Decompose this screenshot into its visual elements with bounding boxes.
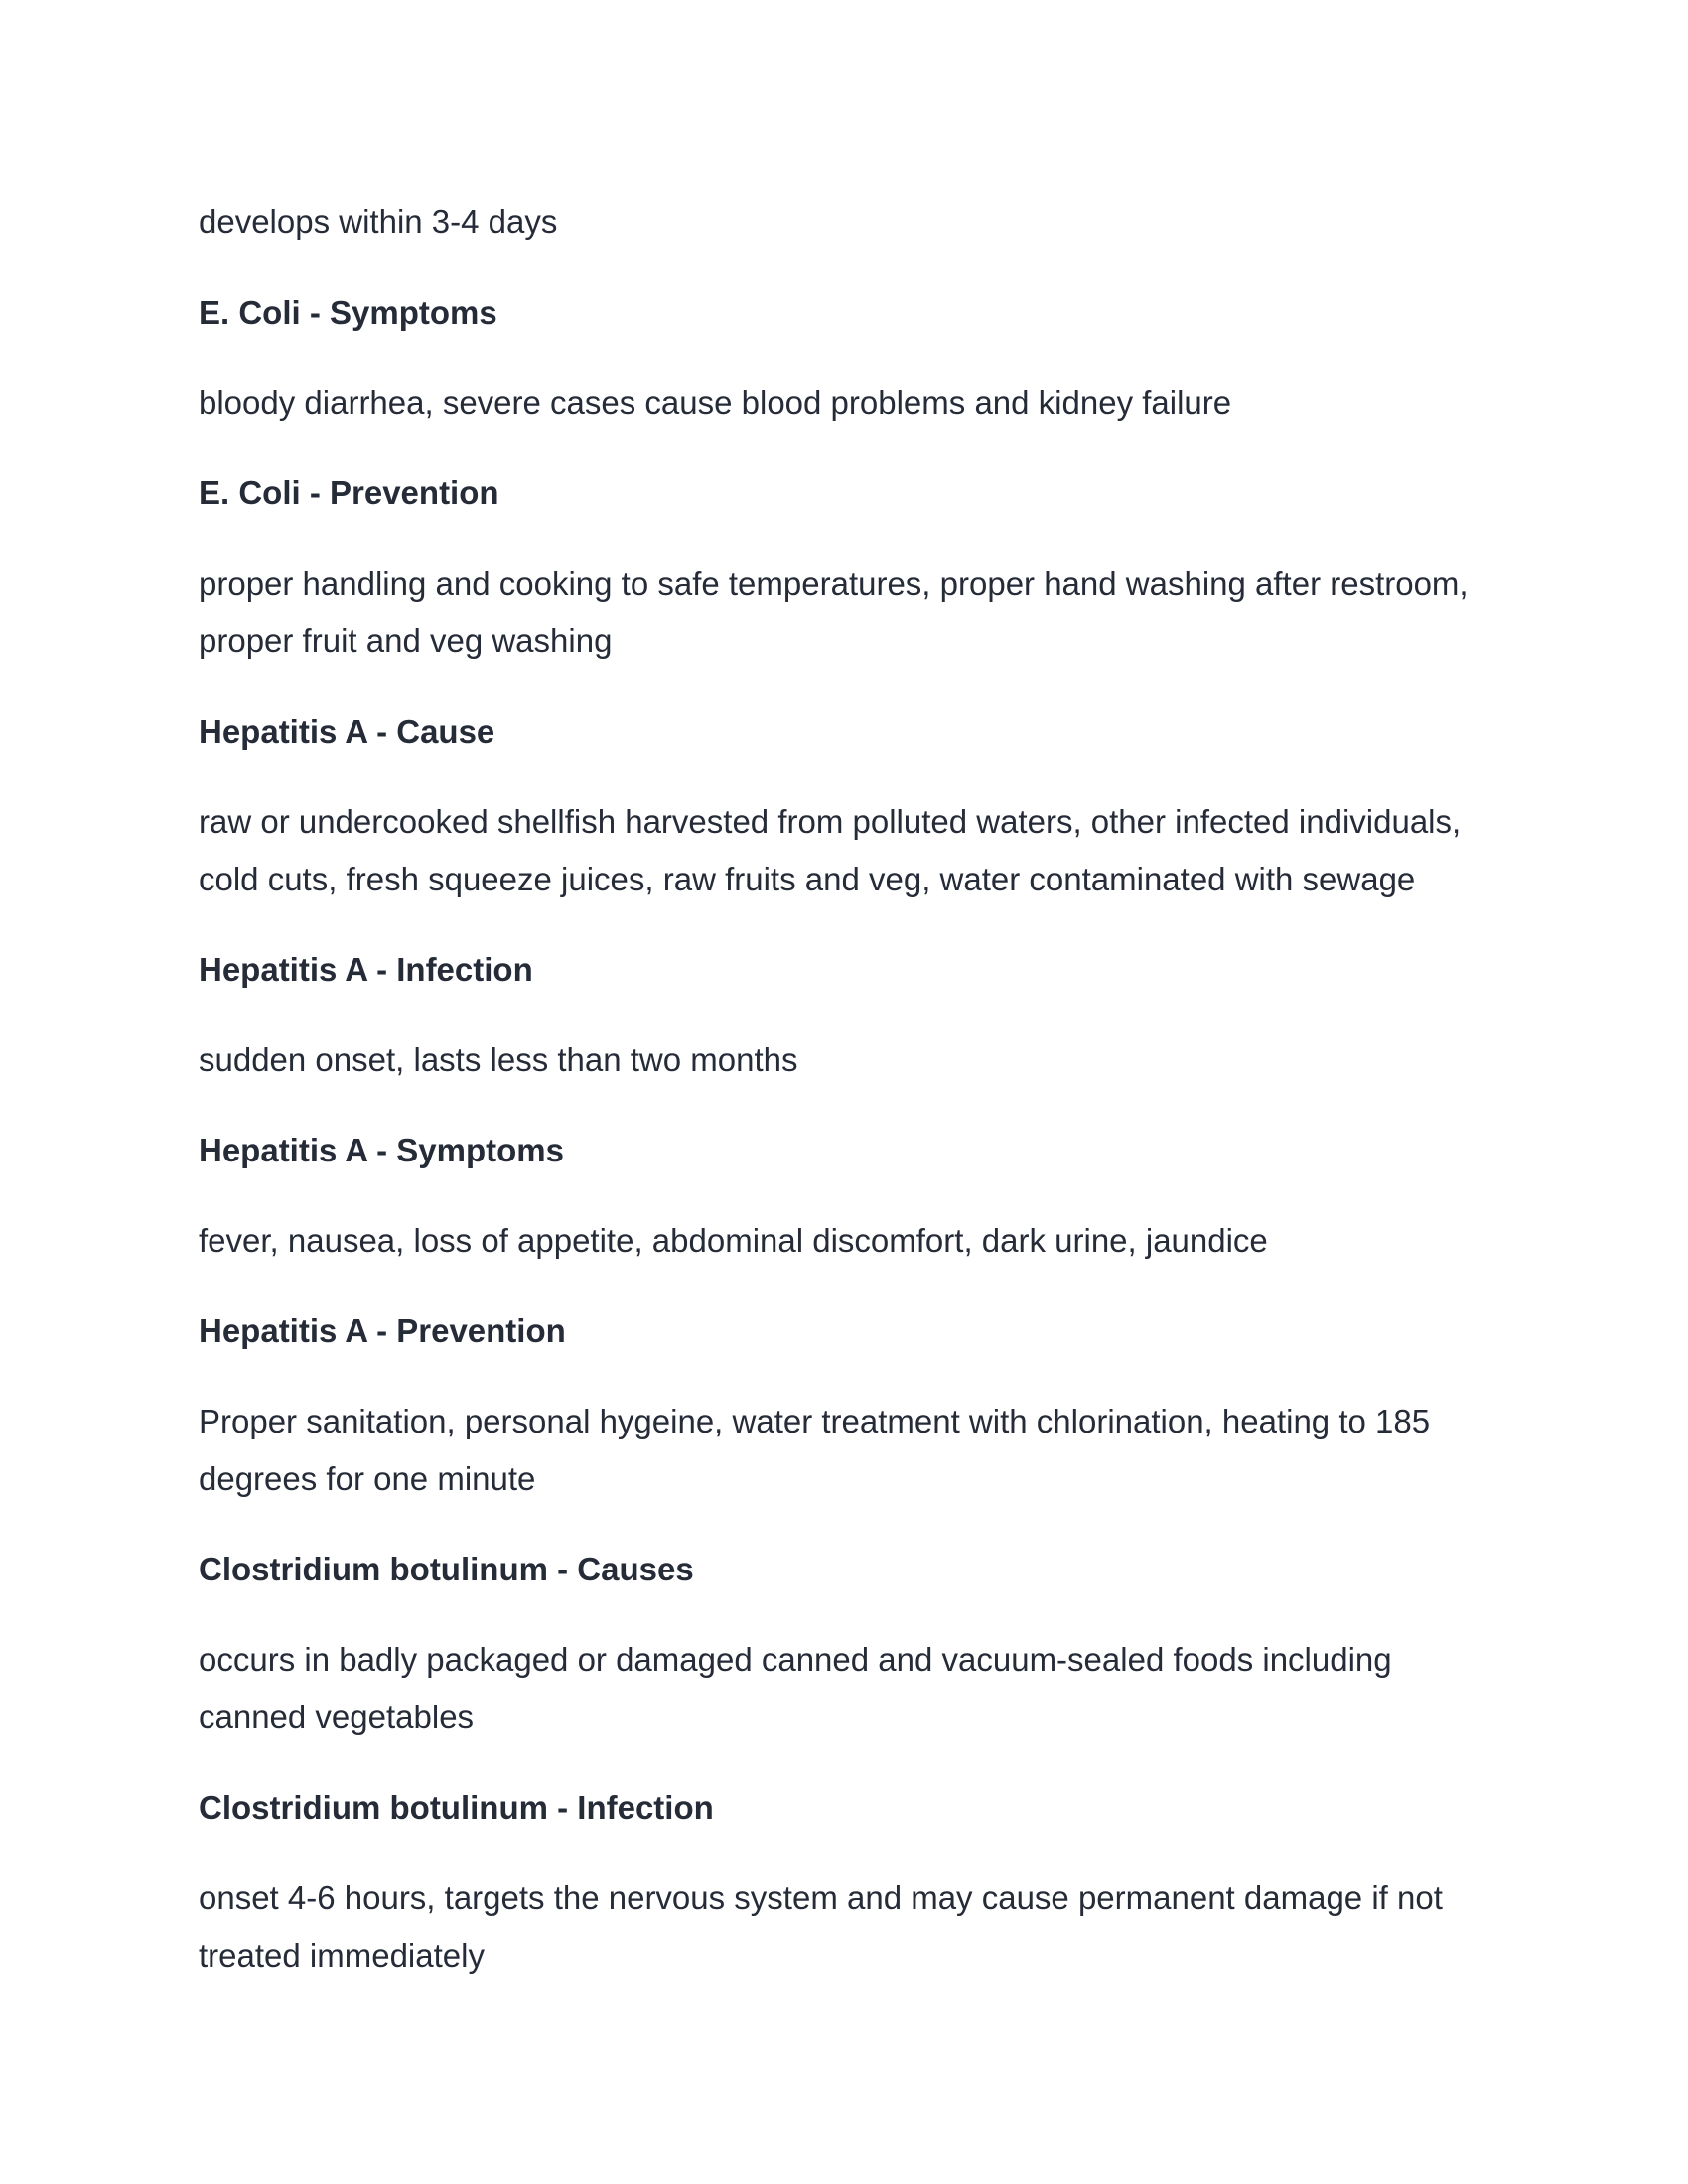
- term-heading: Hepatitis A - Infection: [199, 951, 533, 988]
- definition-text: bloody diarrhea, severe cases cause blood problems and kidney failure: [199, 384, 1232, 421]
- term-heading: Hepatitis A - Symptoms: [199, 1132, 564, 1168]
- flashcard-entry: [199, 1122, 1499, 1270]
- flashcard-entry: [199, 1779, 1499, 1984]
- term-heading: Hepatitis A - Prevention: [199, 1312, 566, 1349]
- term-heading: Clostridium botulinum - Infection: [199, 1789, 714, 1826]
- definition-text: Proper sanitation, personal hygeine, water treatment with chlorination, heating to 185 degrees for one minute: [199, 1403, 1431, 1497]
- definition-text: sudden onset, lasts less than two months: [199, 1041, 798, 1078]
- definition-text: proper handling and cooking to safe temperatures, proper hand washing after restroom, proper fruit and veg washing: [199, 565, 1469, 659]
- term-heading: Clostridium botulinum - Causes: [199, 1551, 694, 1587]
- continued-definition: develops within 3-4 days: [199, 204, 558, 240]
- flashcard-entry: [199, 1541, 1499, 1746]
- flashcard-entry: [199, 465, 1499, 670]
- flashcard-entry: [199, 703, 1499, 908]
- flashcard-entry: [199, 941, 1499, 1089]
- definition-text: onset 4-6 hours, targets the nervous system and may cause permanent damage if not treated immediately: [199, 1879, 1443, 1974]
- term-heading: Hepatitis A - Cause: [199, 713, 495, 750]
- definition-text: raw or undercooked shellfish harvested from polluted waters, other infected individuals, cold cuts, fresh squeeze juices, raw fruits and veg, water contaminated with sewage: [199, 803, 1462, 897]
- flashcard-entry: [199, 1302, 1499, 1508]
- term-heading: E. Coli - Prevention: [199, 475, 499, 511]
- term-heading: E. Coli - Symptoms: [199, 294, 497, 331]
- flashcard-entry: [199, 284, 1499, 432]
- definition-text: fever, nausea, loss of appetite, abdominal discomfort, dark urine, jaundice: [199, 1222, 1268, 1259]
- document-page: [199, 194, 1499, 2017]
- definition-text: occurs in badly packaged or damaged canned and vacuum-sealed foods including canned vegetables: [199, 1641, 1392, 1735]
